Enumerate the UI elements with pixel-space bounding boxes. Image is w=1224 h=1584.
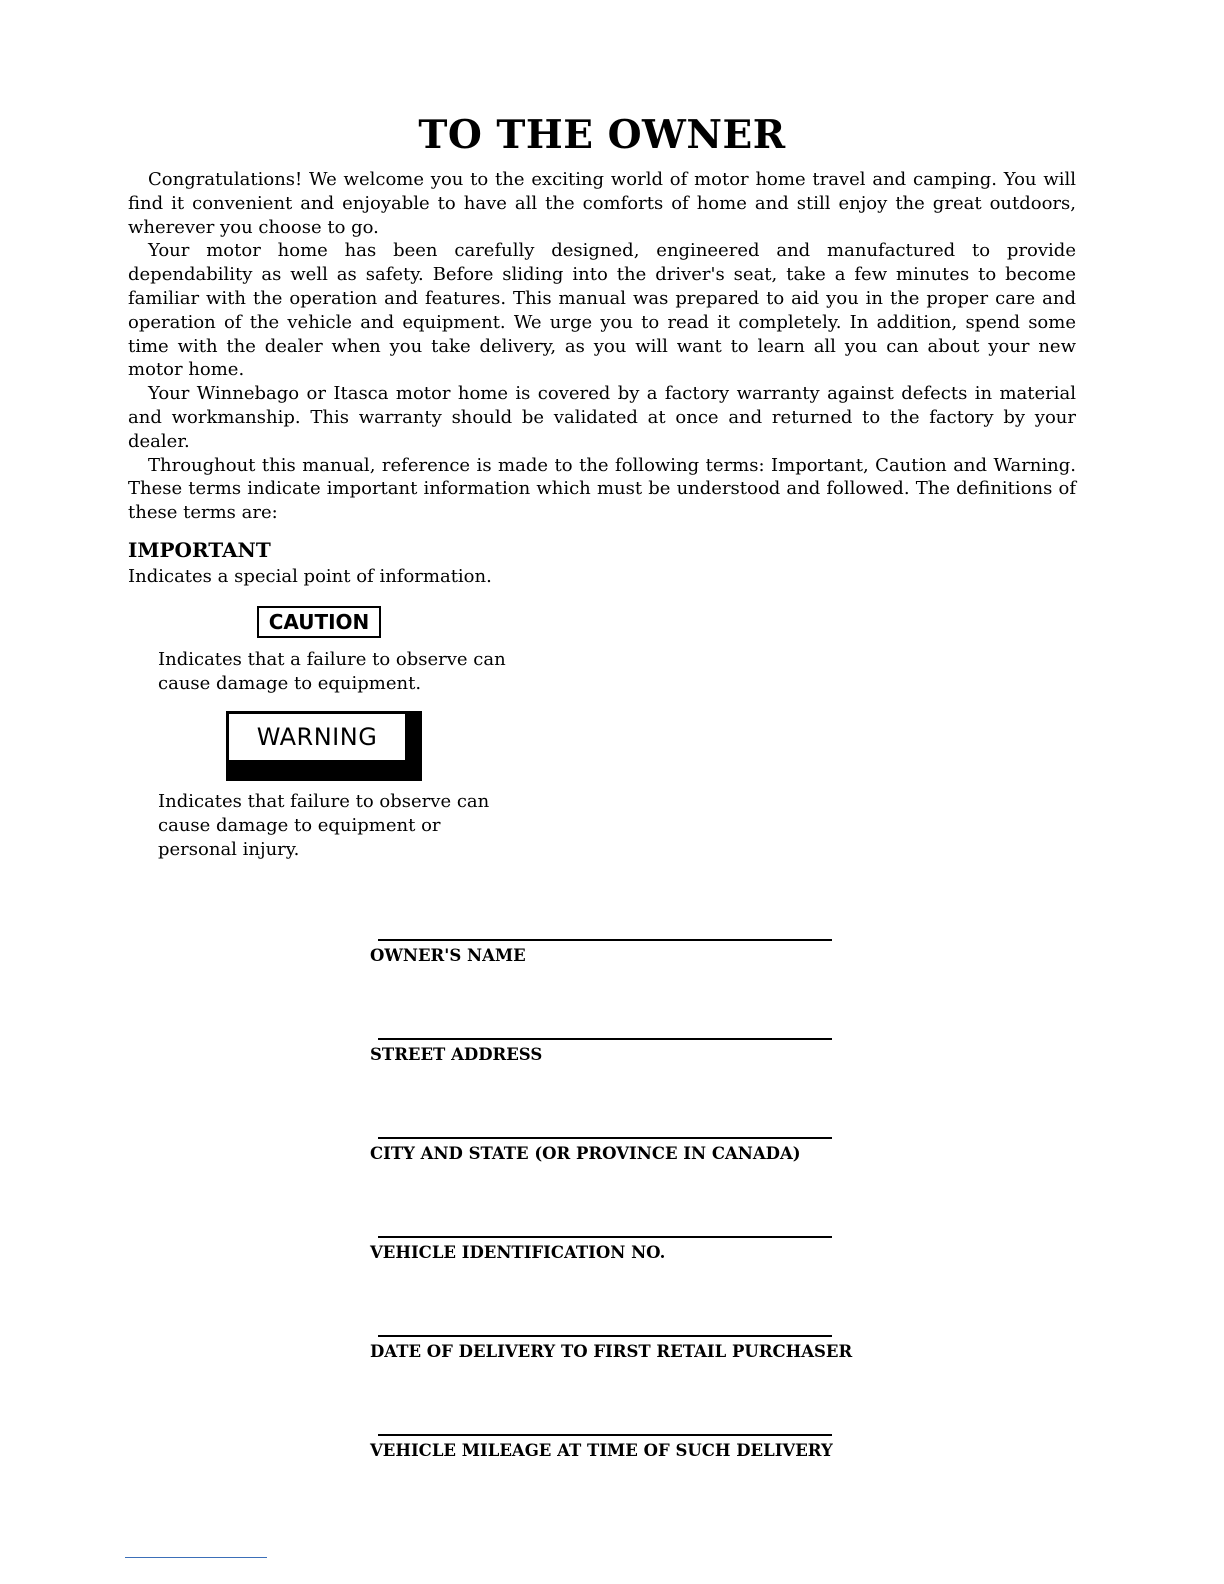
form-line (378, 1335, 832, 1337)
intro-text (128, 168, 1076, 525)
form-line (378, 939, 832, 941)
form-label: VEHICLE IDENTIFICATION NO. (370, 1243, 666, 1262)
form-field-city-state (370, 1137, 832, 1163)
form-field-vehicle-id (370, 1236, 832, 1262)
warning-badge-label: WARNING (226, 711, 408, 763)
caution-badge: CAUTION (257, 606, 381, 638)
form-label: DATE OF DELIVERY TO FIRST RETAIL PURCHASER (370, 1342, 853, 1361)
form-label: OWNER'S NAME (370, 946, 526, 965)
intro-paragraph-warranty: Your Winnebago or Itasca motor home is covered by a factory warranty against defects in material and workmanship. This warranty should be validated at once and returned to the factory by your dealer. (128, 383, 1076, 452)
page-title: TO THE OWNER (418, 112, 786, 158)
warning-badge (226, 711, 424, 781)
intro-paragraph-congratulations: Congratulations! We welcome you to the exciting world of motor home travel and camping. You will find it convenient and enjoyable to have all the comforts of home and still enjoy the great outdoors, wherever you choose to go. (128, 169, 1076, 238)
form-line (378, 1137, 832, 1139)
intro-paragraph-terms: Throughout this manual, reference is made to the following terms: Important, Caution and Warning. These terms indicate important information which must be understood and followed. The definitions of these terms are: (128, 454, 1076, 524)
form-field-delivery-date (370, 1335, 853, 1361)
form-line (378, 1038, 832, 1040)
form-field-street-address (370, 1038, 832, 1064)
form-field-vehicle-mileage (370, 1434, 832, 1460)
caution-definition: Indicates that a failure to observe can cause damage to equipment. (158, 649, 506, 694)
important-heading: IMPORTANT (128, 538, 271, 562)
important-definition: Indicates a special point of information. (128, 566, 492, 587)
form-field-owner-name (370, 939, 832, 965)
form-label: STREET ADDRESS (370, 1045, 543, 1064)
intro-paragraph-design: Your motor home has been carefully designed, engineered and manufactured to provide dependability as well as safety. Before sliding into the driver's seat, take a few minutes to become familiar with the operation and features. This manual was prepared to aid you in the proper care and operation of the vehicle and equipment. We urge you to read it completely. In addition, spend some time with the dealer when you take delivery, as you will want to learn all you can about your new motor home. (128, 240, 1076, 381)
form-label: VEHICLE MILEAGE AT TIME OF SUCH DELIVERY (370, 1441, 833, 1460)
warning-badge-shadow-bottom (226, 761, 422, 781)
footer-rule (125, 1557, 267, 1558)
form-label: CITY AND STATE (OR PROVINCE IN CANADA) (370, 1144, 801, 1163)
form-line (378, 1236, 832, 1238)
warning-definition: Indicates that failure to observe can cause damage to equipment or personal injury. (158, 791, 490, 860)
form-line (378, 1434, 832, 1436)
